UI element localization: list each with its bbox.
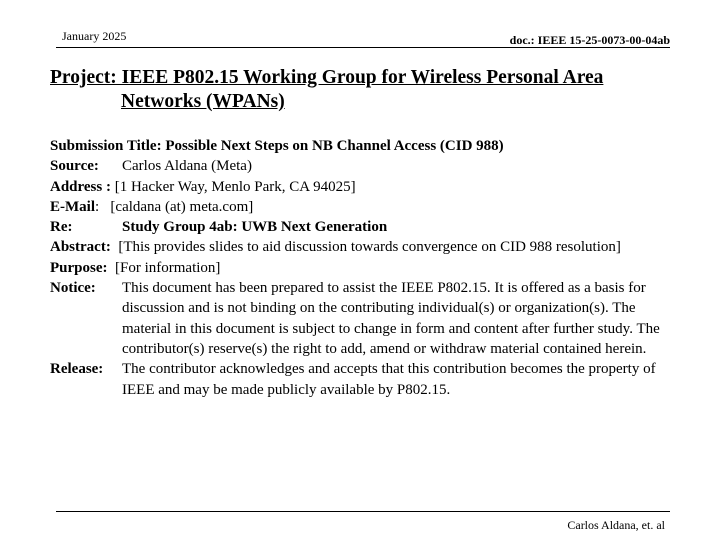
notice-value: This document has been prepared to assist the IEEE P802.15. It is offered as a basis for discussion and is not binding on the contributing individual(s) or organization(s). The material in this document is subject to change in form and content after further study. The contributor(s) reserve(s) the right to add, amend or withdraw material contained herein. <box>122 280 660 357</box>
project-title-line2: Networks (WPANs) <box>121 91 285 112</box>
source-label: Source: <box>50 158 99 175</box>
abstract-label: Abstract: <box>50 239 111 256</box>
email-value: [caldana (at) meta.com] <box>110 198 254 215</box>
notice-row <box>50 278 680 359</box>
re-row <box>50 217 680 237</box>
release-row <box>50 359 680 400</box>
abstract-value: [This provides slides to aid discussion towards convergence on CID 988 resolution] <box>118 239 621 256</box>
submission-title: Submission Title: Possible Next Steps on NB Channel Access (CID 988) <box>50 138 504 154</box>
re-label: Re: <box>50 219 73 236</box>
purpose-row <box>50 258 680 278</box>
release-value: The contributor acknowledges and accepts that this contribution becomes the property of IEEE and may be made publicly available by P802.15. <box>122 361 656 398</box>
footer-rule <box>56 511 670 512</box>
header-date: January 2025 <box>62 29 127 43</box>
project-title <box>50 66 650 114</box>
address-value: [1 Hacker Way, Menlo Park, CA 94025] <box>114 178 356 195</box>
address-row <box>50 177 680 197</box>
cover-fields <box>50 136 680 400</box>
footer-author: Carlos Aldana, et. al <box>567 518 665 532</box>
notice-label: Notice: <box>50 280 96 297</box>
source-value: Carlos Aldana (Meta) <box>122 158 252 175</box>
source-row <box>50 156 680 176</box>
header-rule <box>56 47 670 48</box>
abstract-row <box>50 237 680 257</box>
email-row: E-Mail: [caldana (at) meta.com] <box>50 198 254 215</box>
project-title-line1: Project: IEEE P802.15 Working Group for Wireless Personal Area <box>50 67 604 88</box>
purpose-label: Purpose: <box>50 259 108 276</box>
email-label: E-Mail <box>50 198 95 215</box>
release-label: Release: <box>50 361 104 378</box>
header-doc-id: doc.: IEEE 15-25-0073-00-04ab <box>509 33 670 47</box>
purpose-value: [For information] <box>115 259 221 276</box>
re-value: Study Group 4ab: UWB Next Generation <box>122 219 388 236</box>
address-label: Address : <box>50 178 111 195</box>
